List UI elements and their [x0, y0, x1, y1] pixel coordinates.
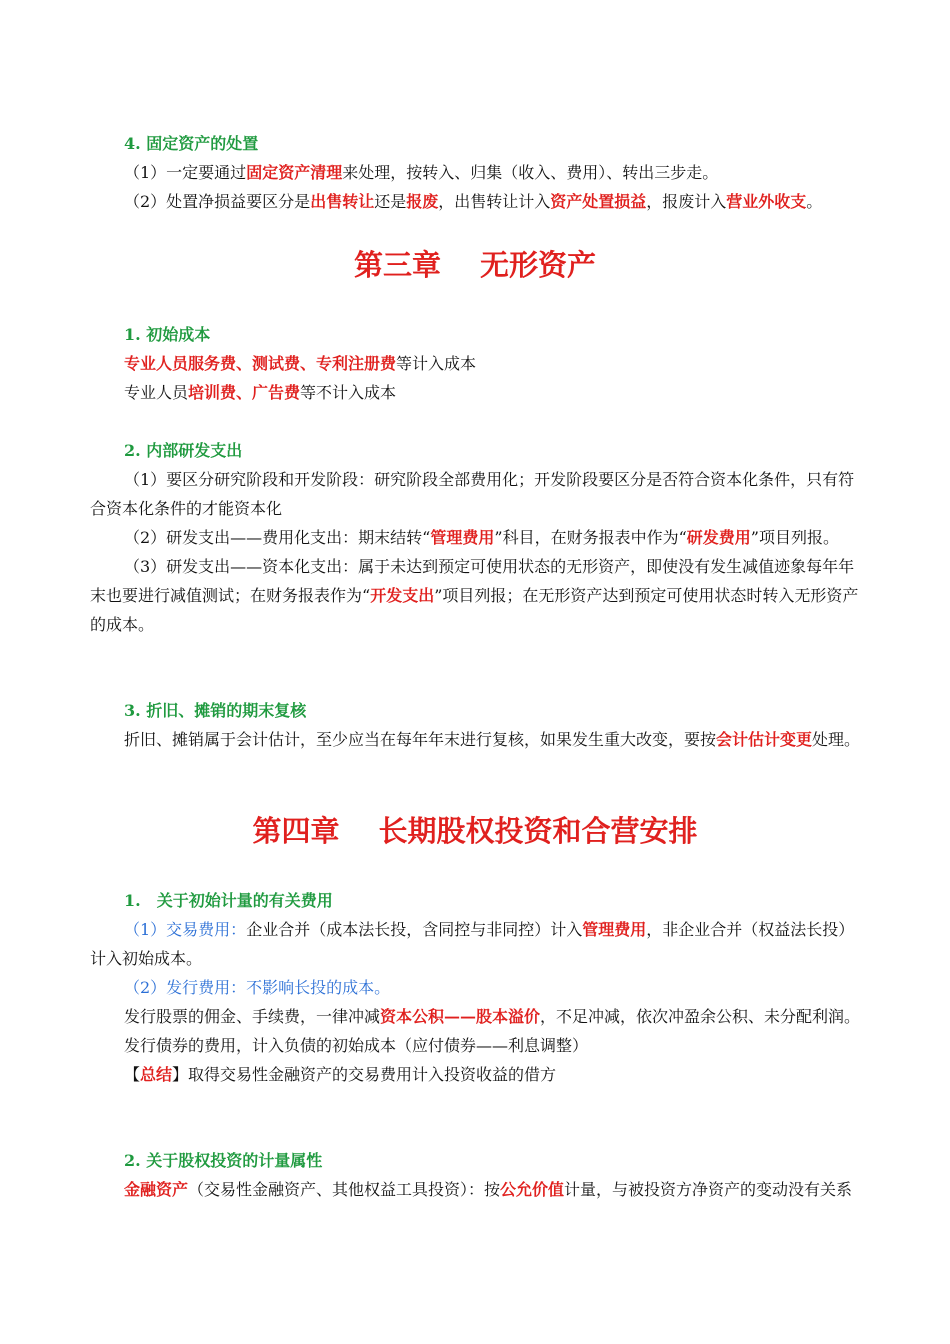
paragraph: （1）要区分研究阶段和开发阶段：研究阶段全部费用化；开发阶段要区分是否符合资本化条件，只有符合资本化条件的才能资本化 [90, 470, 855, 518]
section-internal-rd [90, 436, 862, 639]
section-heading: 4. 固定资产的处置 [124, 134, 259, 153]
paragraph: （3）研发支出——资本化支出：属于未达到预定可使用状态的无形资产，即使没有发生减值迹象每年年末也要进行减值测试；在财务报表作为“开发支出”项目列报；在无形资产达到预定可使用状态时转入无形资产的成本。 [90, 557, 859, 634]
paragraph: （2）处置净损益要区分是出售转让还是报废，出售转让计入资产处置损益，报废计入营业外收支。 [124, 192, 823, 211]
paragraph: （2）发行费用：不影响长投的成本。 [124, 978, 391, 997]
chapter-title: 第三章 无形资产 [353, 248, 597, 282]
paragraph: 发行股票的佣金、手续费，一律冲减资本公积——股本溢价，不足冲减，依次冲盈余公积、未分配利润。 [124, 1007, 861, 1026]
paragraph: 折旧、摊销属于会计估计，至少应当在每年年末进行复核，如果发生重大改变，要按会计估计变更处理。 [124, 730, 861, 749]
section-heading: 3. 折旧、摊销的期末复核 [124, 701, 307, 720]
section-amortization-review [90, 696, 862, 754]
paragraph: （1）一定要通过固定资产清理来处理，按转入、归集（收入、费用）、转出三步走。 [124, 163, 719, 182]
paragraph: 【总结】取得交易性金融资产的交易费用计入投资收益的借方 [124, 1065, 557, 1084]
section-initial-measurement-costs [90, 886, 862, 1089]
paragraph: （2）研发支出——费用化支出：期末结转“管理费用”科目，在财务报表中作为“研发费用”项目列报。 [124, 528, 839, 547]
chapter-title: 第四章 长期股权投资和合营安排 [252, 814, 698, 848]
section-fixed-asset-disposal [90, 129, 862, 216]
section-heading: 2. 关于股权投资的计量属性 [124, 1151, 323, 1170]
paragraph: （1）交易费用：企业合并（成本法长投，含同控与非同控）计入管理费用，非企业合并（权益法长投）计入初始成本。 [90, 920, 855, 968]
section-heading: 1. 初始成本 [124, 325, 211, 344]
paragraph: 专业人员服务费、测试费、专利注册费等计入成本 [124, 354, 477, 373]
section-heading: 2. 内部研发支出 [124, 441, 243, 460]
section-measurement-attributes [90, 1146, 862, 1204]
section-initial-cost [90, 320, 862, 407]
section-heading: 1. 关于初始计量的有关费用 [124, 891, 333, 910]
paragraph: 金融资产（交易性金融资产、其他权益工具投资）：按公允价值计量，与被投资方净资产的变动没有关系 [124, 1180, 853, 1199]
paragraph: 发行债券的费用，计入负债的初始成本（应付债券——利息调整） [124, 1036, 589, 1055]
paragraph: 专业人员培训费、广告费等不计入成本 [124, 383, 397, 402]
